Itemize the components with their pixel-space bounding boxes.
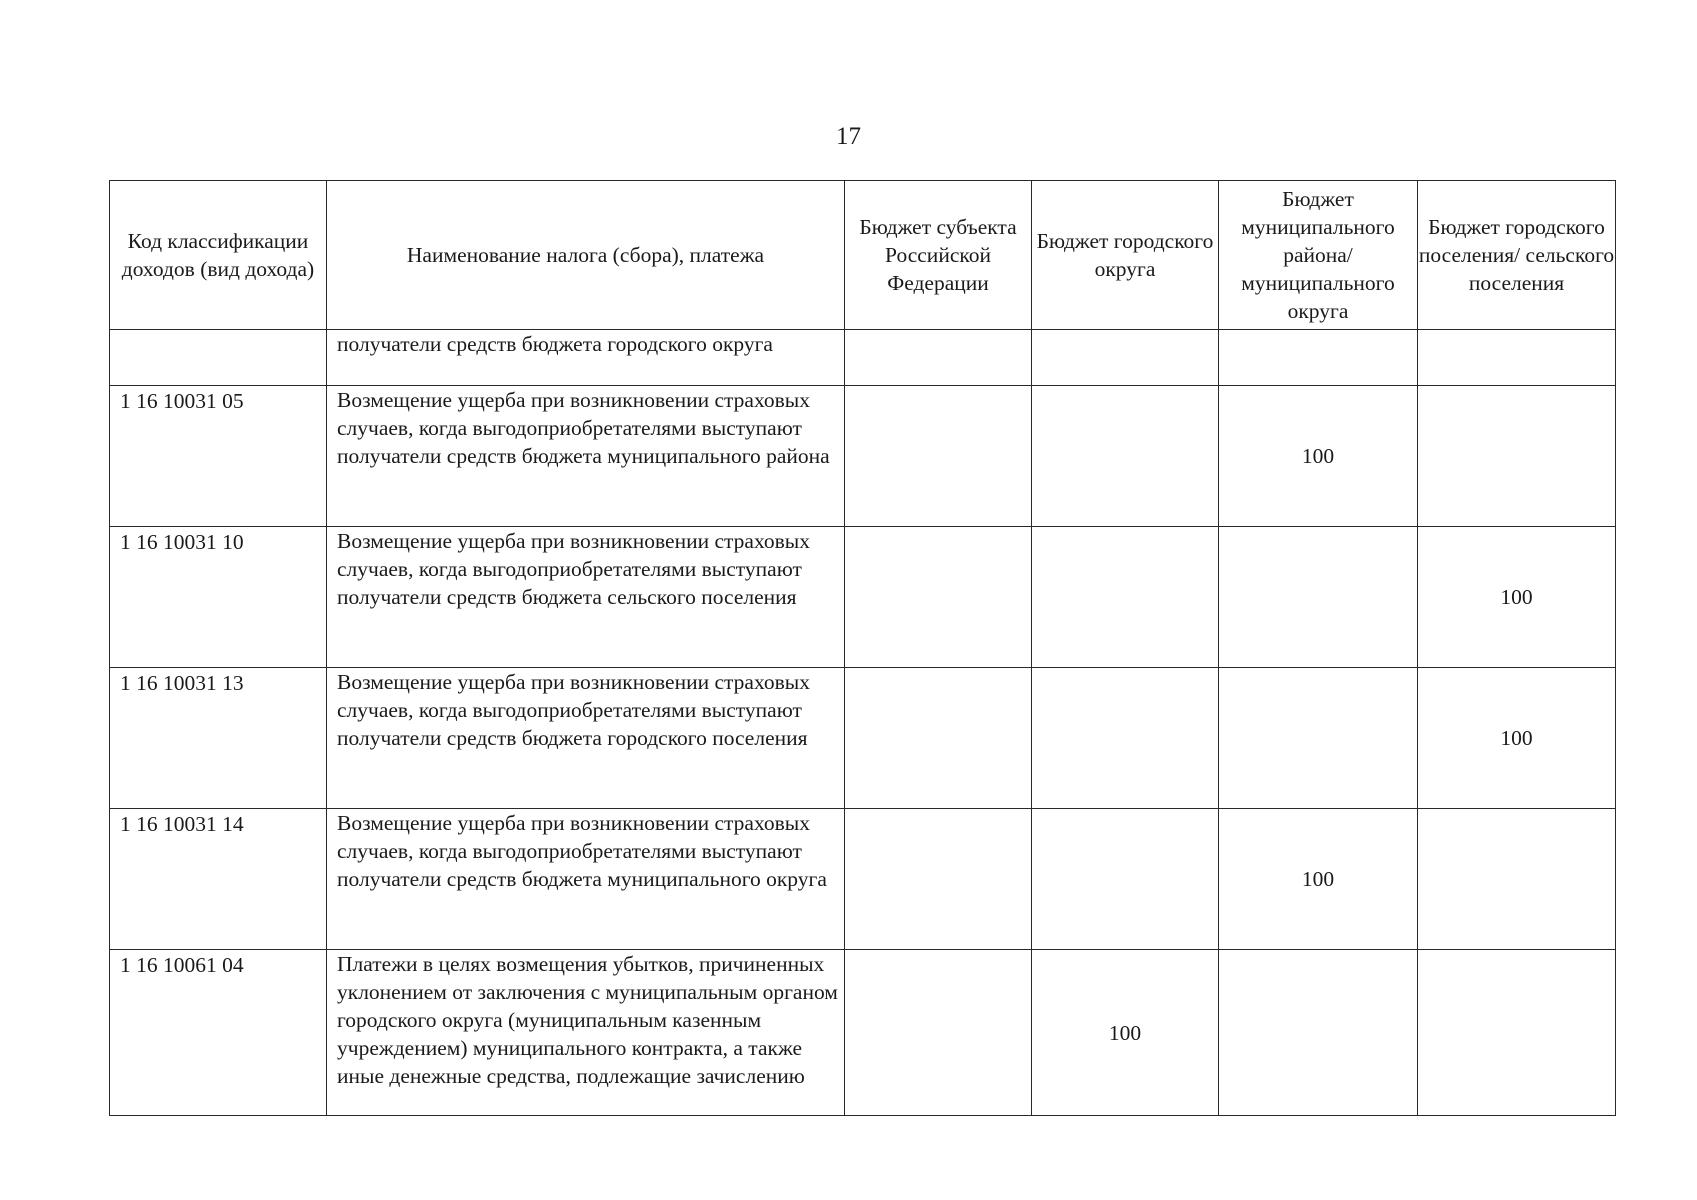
municipal-district-budget-cell: 100 xyxy=(1219,386,1418,527)
name-cell: Возмещение ущерба при возникновении страховых случаев, когда выгодоприобретателями выступают получатели средств бюджета муниципального района xyxy=(327,386,845,527)
city-district-budget-cell xyxy=(1032,809,1219,950)
table-row xyxy=(110,527,1616,668)
settlement-budget-cell xyxy=(1418,330,1616,386)
header-city-district-budget: Бюджет городского округа xyxy=(1032,181,1219,330)
table-row xyxy=(110,386,1616,527)
table-header-row xyxy=(110,181,1616,330)
settlement-budget-cell xyxy=(1418,386,1616,527)
header-code: Код классификации доходов (вид дохода) xyxy=(110,181,327,330)
city-district-budget-cell xyxy=(1032,386,1219,527)
settlement-budget-cell: 100 xyxy=(1418,668,1616,809)
name-cell: Возмещение ущерба при возникновении страховых случаев, когда выгодоприобретателями выступают получатели средств бюджета сельского поселения xyxy=(327,527,845,668)
code-cell: 1 16 10031 05 xyxy=(110,386,327,527)
name-cell: Возмещение ущерба при возникновении страховых случаев, когда выгодоприобретателями выступают получатели средств бюджета муниципального округа xyxy=(327,809,845,950)
settlement-budget-cell xyxy=(1418,809,1616,950)
table-row xyxy=(110,809,1616,950)
header-subject-budget: Бюджет субъекта Российской Федерации xyxy=(845,181,1032,330)
subject-budget-cell xyxy=(845,668,1032,809)
name-cell: Возмещение ущерба при возникновении страховых случаев, когда выгодоприобретателями выступают получатели средств бюджета городского поселения xyxy=(327,668,845,809)
municipal-district-budget-cell: 100 xyxy=(1219,809,1418,950)
header-name: Наименование налога (сбора), платежа xyxy=(327,181,845,330)
code-cell xyxy=(110,330,327,386)
code-cell: 1 16 10061 04 xyxy=(110,950,327,1116)
settlement-budget-cell xyxy=(1418,950,1616,1116)
table-row xyxy=(110,950,1616,1116)
revenue-distribution-table xyxy=(109,180,1616,1116)
table-row xyxy=(110,668,1616,809)
name-cell: получатели средств бюджета городского округа xyxy=(327,330,845,386)
city-district-budget-cell xyxy=(1032,668,1219,809)
page-number: 17 xyxy=(836,123,861,150)
code-cell: 1 16 10031 13 xyxy=(110,668,327,809)
header-municipal-district-budget: Бюджет муниципального района/ муниципального округа xyxy=(1219,181,1418,330)
code-cell: 1 16 10031 14 xyxy=(110,809,327,950)
subject-budget-cell xyxy=(845,950,1032,1116)
header-settlement-budget: Бюджет городского поселения/ сельского поселения xyxy=(1418,181,1616,330)
municipal-district-budget-cell xyxy=(1219,668,1418,809)
table-row xyxy=(110,330,1616,386)
subject-budget-cell xyxy=(845,527,1032,668)
municipal-district-budget-cell xyxy=(1219,527,1418,668)
subject-budget-cell xyxy=(845,809,1032,950)
name-cell: Платежи в целях возмещения убытков, причиненных уклонением от заключения с муниципальным органом городского округа (муниципальным казенным учреждением) муниципального контракта, а также иные денежные средства, подлежащие зачислению xyxy=(327,950,845,1116)
code-cell: 1 16 10031 10 xyxy=(110,527,327,668)
city-district-budget-cell: 100 xyxy=(1032,950,1219,1116)
city-district-budget-cell xyxy=(1032,330,1219,386)
subject-budget-cell xyxy=(845,330,1032,386)
subject-budget-cell xyxy=(845,386,1032,527)
municipal-district-budget-cell xyxy=(1219,330,1418,386)
settlement-budget-cell: 100 xyxy=(1418,527,1616,668)
municipal-district-budget-cell xyxy=(1219,950,1418,1116)
city-district-budget-cell xyxy=(1032,527,1219,668)
